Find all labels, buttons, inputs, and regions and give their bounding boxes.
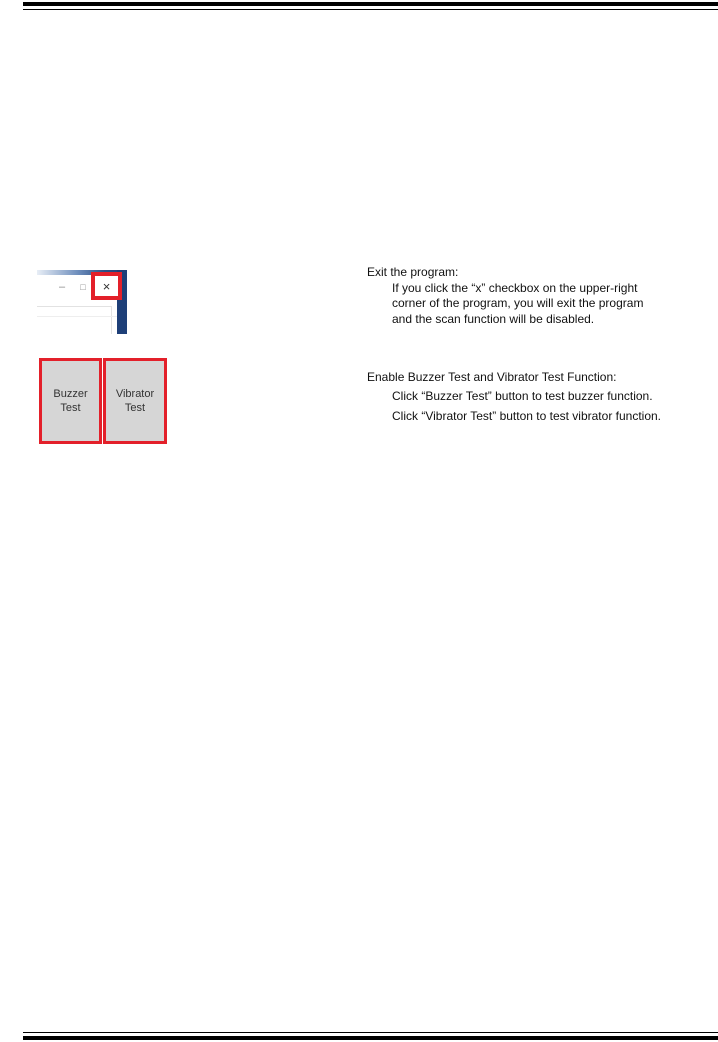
exit-program-heading: Exit the program: <box>367 265 459 279</box>
window-content-edge-vertical <box>111 306 112 334</box>
window-content-edge <box>37 306 112 307</box>
buzzer-test-label: Buzzer Test <box>53 388 88 414</box>
exit-program-description <box>367 265 643 327</box>
close-icon: × <box>102 278 111 294</box>
maximize-icon[interactable]: □ <box>80 282 86 292</box>
header-rule-thick <box>23 2 718 6</box>
test-function-line: Click “Buzzer Test” button to test buzzer function. <box>392 388 653 403</box>
vibrator-test-label: Vibrator Test <box>115 388 155 414</box>
buzzer-test-button[interactable] <box>39 358 102 444</box>
close-button[interactable] <box>91 272 122 300</box>
header-rule-thin <box>23 9 718 10</box>
exit-program-line: If you click the “x” checkbox on the upper-right <box>392 280 638 295</box>
test-function-description <box>367 370 661 425</box>
footer-rule-thick <box>23 1036 718 1040</box>
test-buttons-screenshot <box>37 357 169 447</box>
exit-program-line: and the scan function will be disabled. <box>392 311 595 326</box>
test-function-line: Click “Vibrator Test” button to test vibrator function. <box>392 409 662 423</box>
footer-rule-thin <box>23 1032 718 1033</box>
vibrator-test-button[interactable] <box>103 358 167 444</box>
test-function-heading: Enable Buzzer Test and Vibrator Test Function: <box>367 370 617 384</box>
window-content-divider <box>37 316 117 317</box>
exit-screenshot <box>37 270 127 334</box>
exit-program-line: corner of the program, you will exit the program <box>392 296 644 310</box>
minimize-icon[interactable]: – <box>58 281 66 293</box>
